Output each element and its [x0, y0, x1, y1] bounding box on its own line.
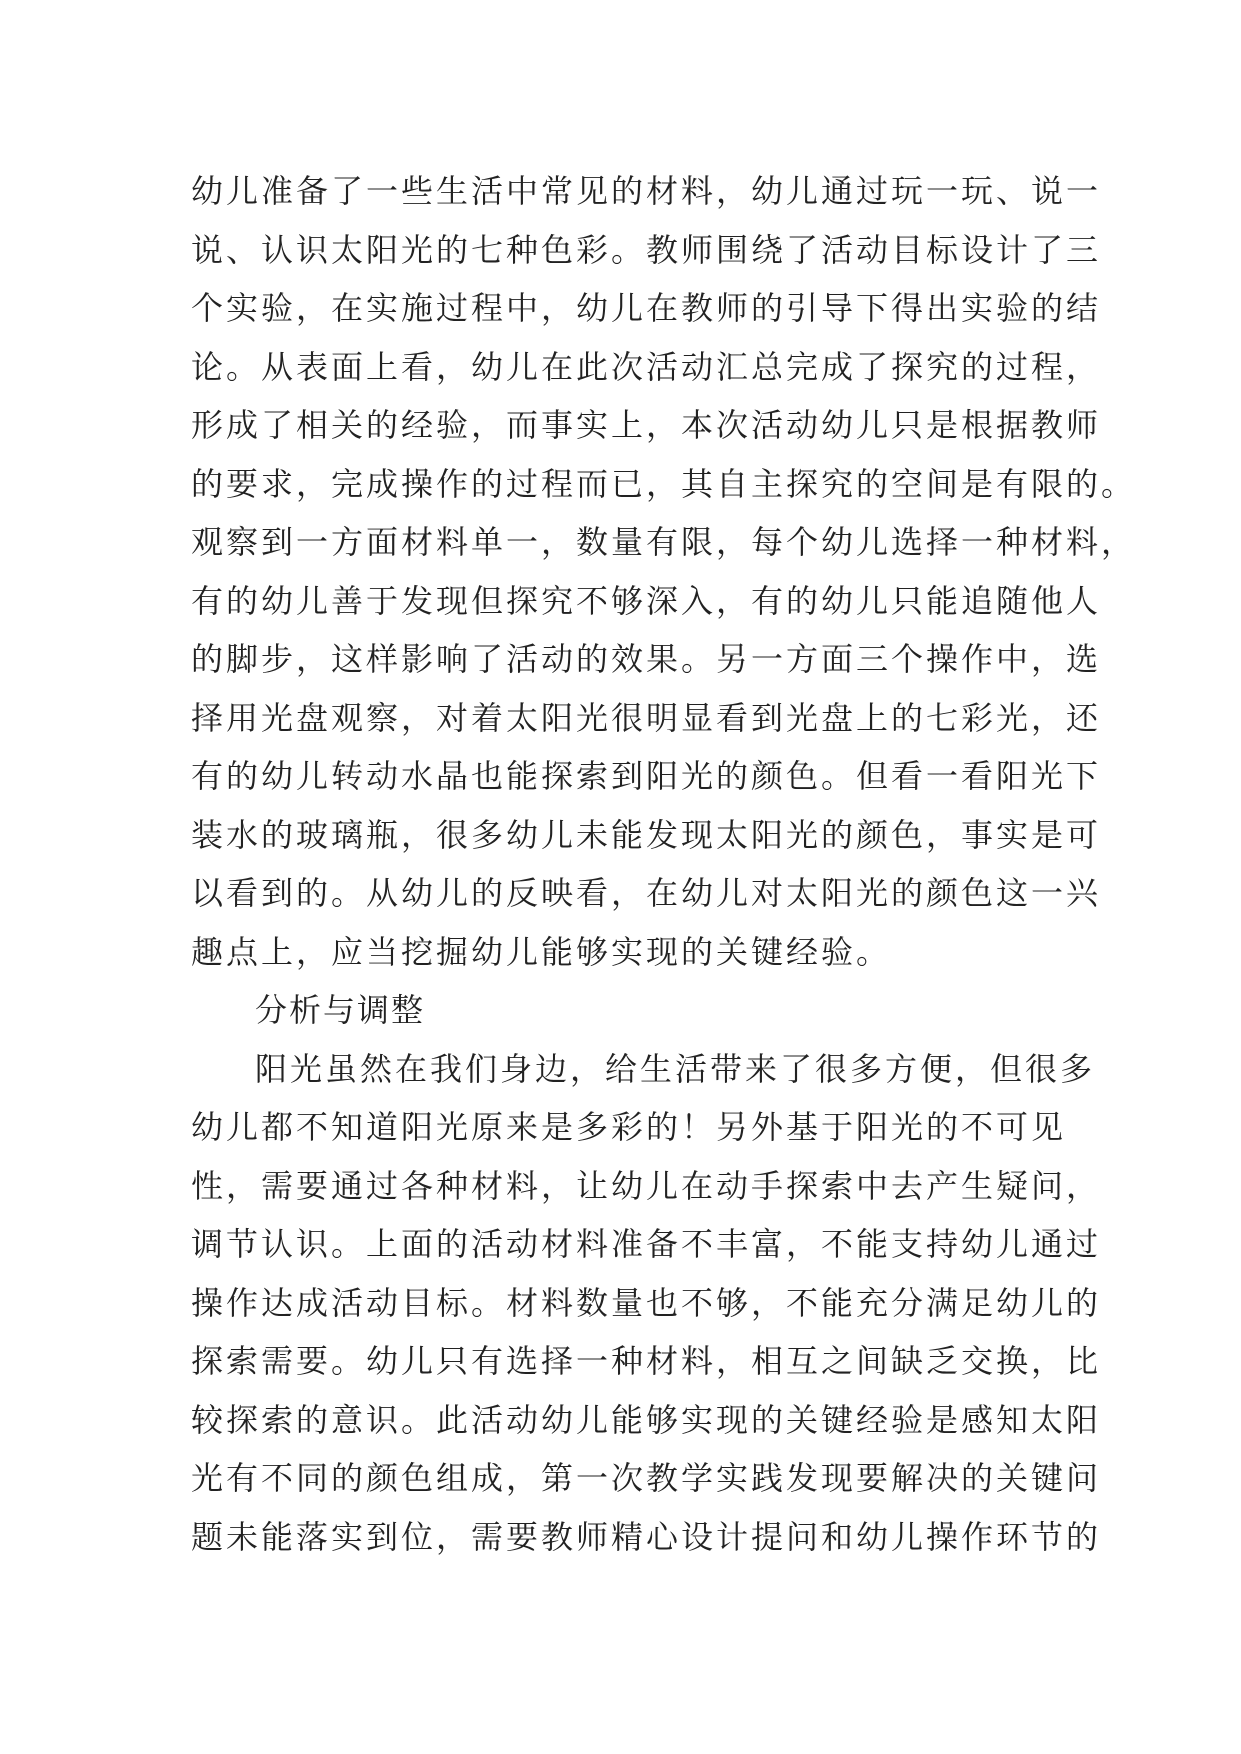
text-line: 个实验，在实施过程中，幼儿在教师的引导下得出实验的结 [191, 289, 1102, 327]
text-line: 趣点上，应当挖掘幼儿能够实现的关键经验。 [191, 932, 892, 971]
text-line: 操作达成活动目标。材料数量也不够，不能充分满足幼儿的 [191, 1283, 1102, 1322]
text-line: 探索需要。幼儿只有选择一种材料，相互之间缺乏交换，比 [191, 1342, 1102, 1380]
text-line: 较探索的意识。此活动幼儿能够实现的关键经验是感知太阳 [191, 1400, 1102, 1439]
text-line: 以看到的。从幼儿的反映看，在幼儿对太阳光的颜色这一兴 [191, 874, 1102, 912]
text-line: 阳光虽然在我们身边，给生活带来了很多方便，但很多 [255, 1049, 1096, 1088]
paragraph-2 [191, 1040, 1102, 1567]
paragraph-1 [191, 162, 1137, 981]
text-line: 光有不同的颜色组成，第一次教学实践发现要解决的关键问 [191, 1459, 1102, 1497]
text-line: 幼儿准备了一些生活中常见的材料，幼儿通过玩一玩、说一 [191, 172, 1102, 210]
text-line: 调节认识。上面的活动材料准备不丰富，不能支持幼儿通过 [191, 1225, 1102, 1263]
text-line: 观察到一方面材料单一，数量有限，每个幼儿选择一种材料， [191, 523, 1137, 561]
text-line: 装水的玻璃瓶，很多幼儿未能发现太阳光的颜色，事实是可 [191, 815, 1102, 854]
text-line: 说、认识太阳光的七种色彩。教师围绕了活动目标设计了三 [191, 230, 1102, 269]
text-line: 题未能落实到位，需要教师精心设计提问和幼儿操作环节的 [191, 1517, 1102, 1556]
text-line: 择用光盘观察，对着太阳光很明显看到光盘上的七彩光，还 [191, 698, 1102, 737]
text-line: 形成了相关的经验，而事实上，本次活动幼儿只是根据教师 [191, 406, 1102, 444]
document-body [191, 162, 1137, 1566]
text-line: 性，需要通过各种材料，让幼儿在动手探索中去产生疑问， [191, 1166, 1102, 1205]
text-line: 有的幼儿善于发现但探究不够深入，有的幼儿只能追随他人 [191, 581, 1102, 620]
text-line: 论。从表面上看，幼儿在此次活动汇总完成了探究的过程， [191, 347, 1102, 386]
section-heading: 分析与调整 [255, 991, 426, 1029]
text-line: 的要求，完成操作的过程而已，其自主探究的空间是有限的。 [191, 464, 1137, 503]
text-line: 有的幼儿转动水晶也能探索到阳光的颜色。但看一看阳光下 [191, 757, 1102, 795]
text-line: 幼儿都不知道阳光原来是多彩的！另外基于阳光的不可见 [191, 1108, 1067, 1146]
text-line: 的脚步，这样影响了活动的效果。另一方面三个操作中，选 [191, 640, 1102, 678]
